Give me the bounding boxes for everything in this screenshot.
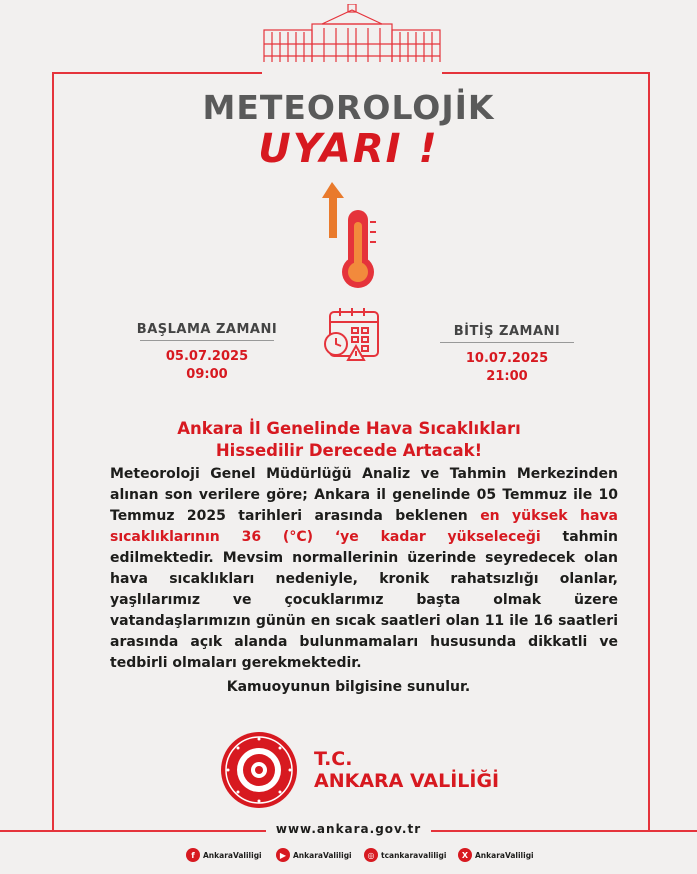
social-facebook[interactable] [186,848,262,862]
instagram-handle: tcankaravaliligi [381,850,447,860]
start-time-divider [140,340,274,341]
x-handle: AnkaraValiligi [475,850,534,860]
facebook-handle: AnkaraValiligi [203,850,262,860]
end-time: 21:00 [486,369,528,384]
social-instagram[interactable] [364,848,446,862]
x-icon: X [458,848,472,862]
calendar-warning-icon [322,306,382,364]
headline-line2: Hissedilir Derecede Artacak! [215,441,483,460]
title-uyari: UYARI ! [258,126,439,172]
public-notice: Kamuoyunun bilgisine sunulur. [226,679,471,695]
end-date: 10.07.2025 [465,351,549,366]
warning-body [110,464,618,674]
thermometer-rising-icon [318,180,388,290]
warning-headline [60,418,638,462]
body-highlight: en yüksek hava sıcaklıklarının 36 (°C) ‘ye kadar yükseleceği [110,508,618,545]
body-part1: Meteoroloji Genel Müdürlüğü Analiz ve Tahmin Merkezinden alınan son verilere göre; Ankara il genelinde 05 Temmuz ile 10 Temmuz 2025 tarihleri arasında beklenen [110,466,618,524]
institution-name: ANKARA VALİLİĞİ [314,770,500,792]
start-time-label: BAŞLAMA ZAMANI [136,322,278,337]
frame-gap [262,62,442,82]
start-time: 09:00 [186,367,228,382]
headline-line1: Ankara İl Genelinde Hava Sıcaklıkları [177,419,521,438]
tc-label: T.C. [314,748,353,770]
website-link[interactable] [0,822,697,836]
end-time-label: BİTİŞ ZAMANI [453,324,561,339]
start-date: 05.07.2025 [165,349,249,364]
social-x[interactable] [458,848,534,862]
body-part2: tahmin edilmektedir. Mevsim normallerinin üzerinde seyredecek olan hava sıcaklıkları nedeniyle, kronik rahatsızlığı olanlar, yaşlılarımız ve çocuklarımız başta olmak üzere vatandaşlarımızın günün en sıcak saatleri olan 11 ile 16 saatleri arasında açık alanda bulunmamaları hususunda dikkatli ve tedbirli olmaları gerekmektedir. [110,529,618,671]
ankara-valiligi-seal [220,731,298,809]
youtube-handle: AnkaraValiligi [293,850,352,860]
youtube-icon: ▶ [276,848,290,862]
governorship-building-icon [262,4,442,70]
website-text: www.ankara.gov.tr [266,822,431,836]
end-time-divider [440,342,574,343]
facebook-icon: f [186,848,200,862]
title-meteorolojik: METEOROLOJİK [202,88,495,127]
social-youtube[interactable] [276,848,352,862]
instagram-icon: ◎ [364,848,378,862]
